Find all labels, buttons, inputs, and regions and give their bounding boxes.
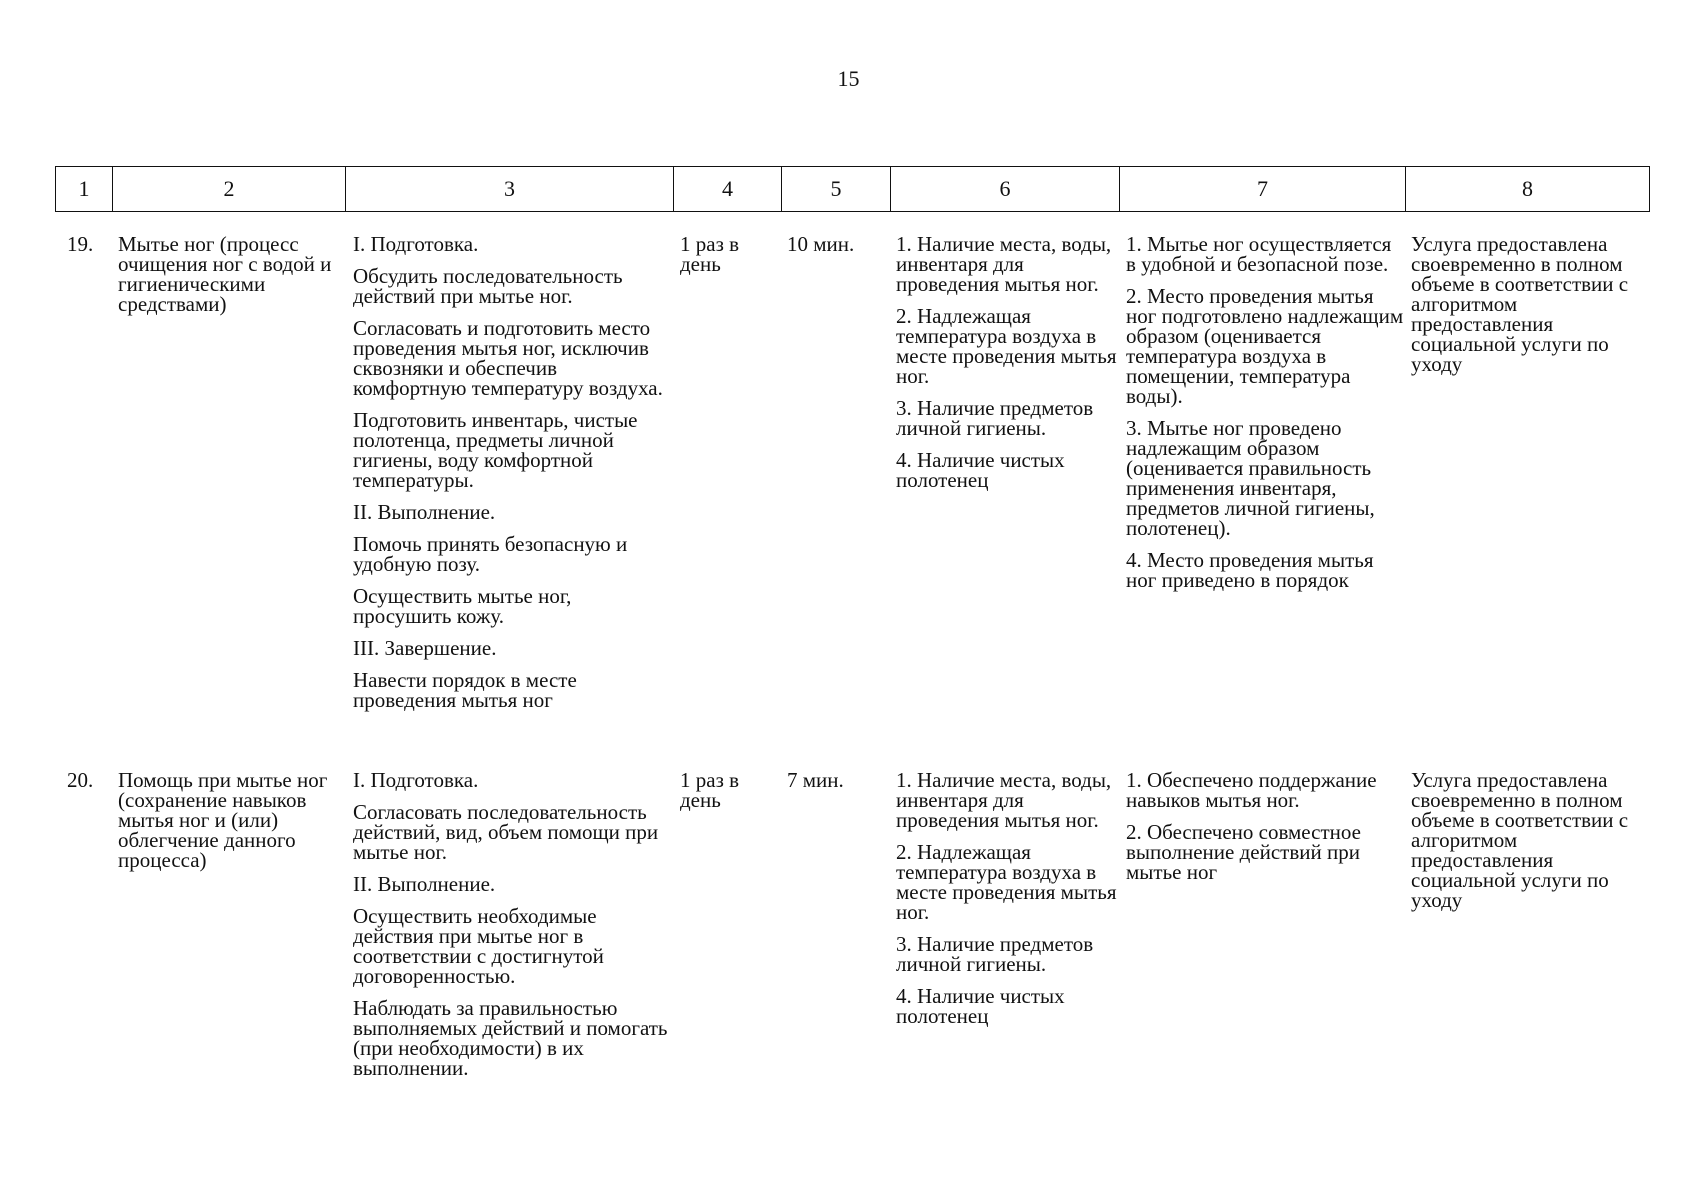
result-evaluation: Услуга предоставлена своевременно в полном объеме в соответствии с алгоритмом предоставления социальной услуги по уходу bbox=[1411, 768, 1629, 912]
step-text: Помочь принять безопасную и удобную позу. bbox=[353, 532, 628, 576]
step-text: II. Выполнение. bbox=[353, 500, 496, 524]
quality-text: 1. Обеспечено поддержание навыков мытья ног. bbox=[1126, 768, 1377, 812]
header-col-3: 3 bbox=[346, 167, 674, 212]
result-evaluation: Услуга предоставлена своевременно в полном объеме в соответствии с алгоритмом предоставления социальной услуги по уходу bbox=[1411, 232, 1629, 376]
step-text: Согласовать последовательность действий, вид, объем помощи при мытье ног. bbox=[353, 800, 659, 864]
row-number: 20. bbox=[67, 768, 94, 792]
frequency: 1 раз в день bbox=[680, 232, 740, 276]
quality-text: 1. Мытье ног осуществляется в удобной и безопасной позе. bbox=[1126, 232, 1392, 276]
header-col-8: 8 bbox=[1406, 167, 1650, 212]
header-col-1: 1 bbox=[56, 167, 113, 212]
header-col-7: 7 bbox=[1120, 167, 1406, 212]
duration: 7 мин. bbox=[787, 768, 844, 792]
step-text: Навести порядок в месте проведения мытья ног bbox=[353, 668, 577, 712]
condition-text: 4. Наличие чистых полотенец bbox=[896, 984, 1065, 1028]
step-text: Наблюдать за правильностью выполняемых действий и помогать (при необходимости) в их выполнении. bbox=[353, 996, 668, 1080]
conditions bbox=[896, 234, 1118, 490]
step-text: I. Подготовка. bbox=[353, 232, 479, 256]
step-text: Осуществить необходимые действия при мытье ног в соответствии с достигнутой договоренностью. bbox=[353, 904, 604, 988]
quality-text: 2. Обеспечено совместное выполнение действий при мытье ног bbox=[1126, 820, 1361, 884]
step-text: Осуществить мытье ног, просушить кожу. bbox=[353, 584, 572, 628]
frequency: 1 раз в день bbox=[680, 768, 740, 812]
condition-text: 2. Надлежащая температура воздуха в месте проведения мытья ног. bbox=[896, 840, 1117, 924]
condition-text: 4. Наличие чистых полотенец bbox=[896, 448, 1065, 492]
step-text: II. Выполнение. bbox=[353, 872, 496, 896]
quality-indicators bbox=[1126, 234, 1406, 590]
step-text: Подготовить инвентарь, чистые полотенца, предметы личной гигиены, воду комфортной температуры. bbox=[353, 408, 638, 492]
service-steps bbox=[353, 234, 671, 710]
conditions bbox=[896, 770, 1118, 1026]
step-text: I. Подготовка. bbox=[353, 768, 479, 792]
condition-text: 3. Наличие предметов личной гигиены. bbox=[896, 932, 1094, 976]
header-col-4: 4 bbox=[674, 167, 782, 212]
quality-text: 3. Мытье ног проведено надлежащим образом (оценивается правильность применения инвентаря, предметов личной гигиены, полотенец). bbox=[1126, 416, 1375, 540]
service-name: Мытье ног (процесс очищения ног с водой и гигиеническими средствами) bbox=[118, 232, 332, 316]
quality-text: 4. Место проведения мытья ног приведено в порядок bbox=[1126, 548, 1374, 592]
service-name: Помощь при мытье ног (сохранение навыков мытья ног и (или) облегчение данного процесса) bbox=[118, 768, 328, 872]
header-col-6: 6 bbox=[891, 167, 1120, 212]
condition-text: 1. Наличие места, воды, инвентаря для проведения мытья ног. bbox=[896, 768, 1112, 832]
duration: 10 мин. bbox=[787, 232, 855, 256]
header-col-2: 2 bbox=[113, 167, 346, 212]
row-number: 19. bbox=[67, 232, 94, 256]
step-text: Согласовать и подготовить место проведения мытья ног, исключив сквозняки и обеспечив комфортную температуру воздуха. bbox=[353, 316, 663, 400]
service-steps bbox=[353, 770, 671, 1078]
step-text: Обсудить последовательность действий при мытье ног. bbox=[353, 264, 623, 308]
quality-indicators bbox=[1126, 770, 1406, 882]
quality-text: 2. Место проведения мытья ног подготовлено надлежащим образом (оценивается температура воздуха в помещении, температура воды). bbox=[1126, 284, 1404, 408]
page-number: 15 bbox=[837, 66, 860, 91]
condition-text: 3. Наличие предметов личной гигиены. bbox=[896, 396, 1094, 440]
step-text: III. Завершение. bbox=[353, 636, 497, 660]
condition-text: 2. Надлежащая температура воздуха в месте проведения мытья ног. bbox=[896, 304, 1117, 388]
condition-text: 1. Наличие места, воды, инвентаря для проведения мытья ног. bbox=[896, 232, 1112, 296]
header-col-5: 5 bbox=[782, 167, 891, 212]
column-number-header bbox=[55, 166, 1650, 212]
